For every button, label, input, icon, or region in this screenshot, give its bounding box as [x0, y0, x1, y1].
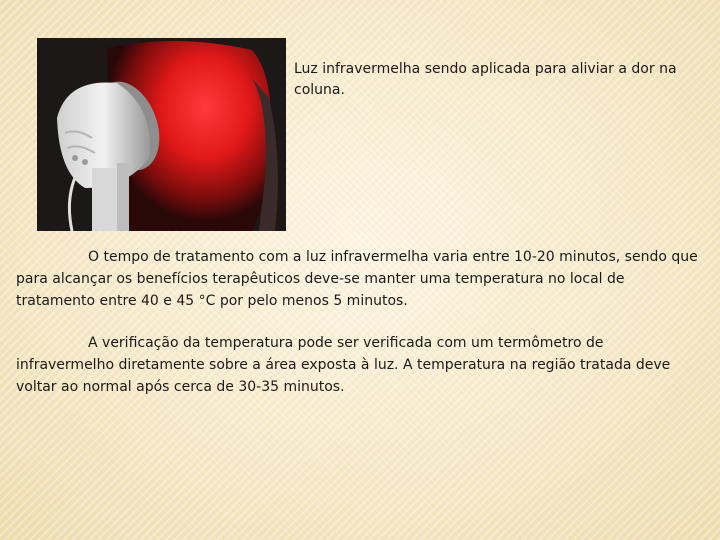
paragraph-text: O tempo de tratamento com a luz infravermelha varia entre 10-20 minutos, sendo que para alcançar os benefícios terapêuticos deve-se manter uma temperatura no local de tratamento entre 40 e 45 °C por pelo menos 5 minutos.: [16, 249, 698, 309]
infrared-lamp-illustration: [37, 38, 286, 231]
paragraph-treatment-time: [16, 246, 704, 312]
paragraph-temperature-check: [16, 332, 704, 398]
image-caption: Luz infravermelha sendo aplicada para aliviar a dor na coluna.: [294, 61, 677, 98]
paragraph-text: A verificação da temperatura pode ser verificada com um termômetro de infravermelho diretamente sobre a área exposta à luz. A temperatura na região tratada deve voltar ao normal após cerca de 30-35 minutos.: [16, 335, 671, 395]
infrared-therapy-photo: [37, 38, 286, 231]
